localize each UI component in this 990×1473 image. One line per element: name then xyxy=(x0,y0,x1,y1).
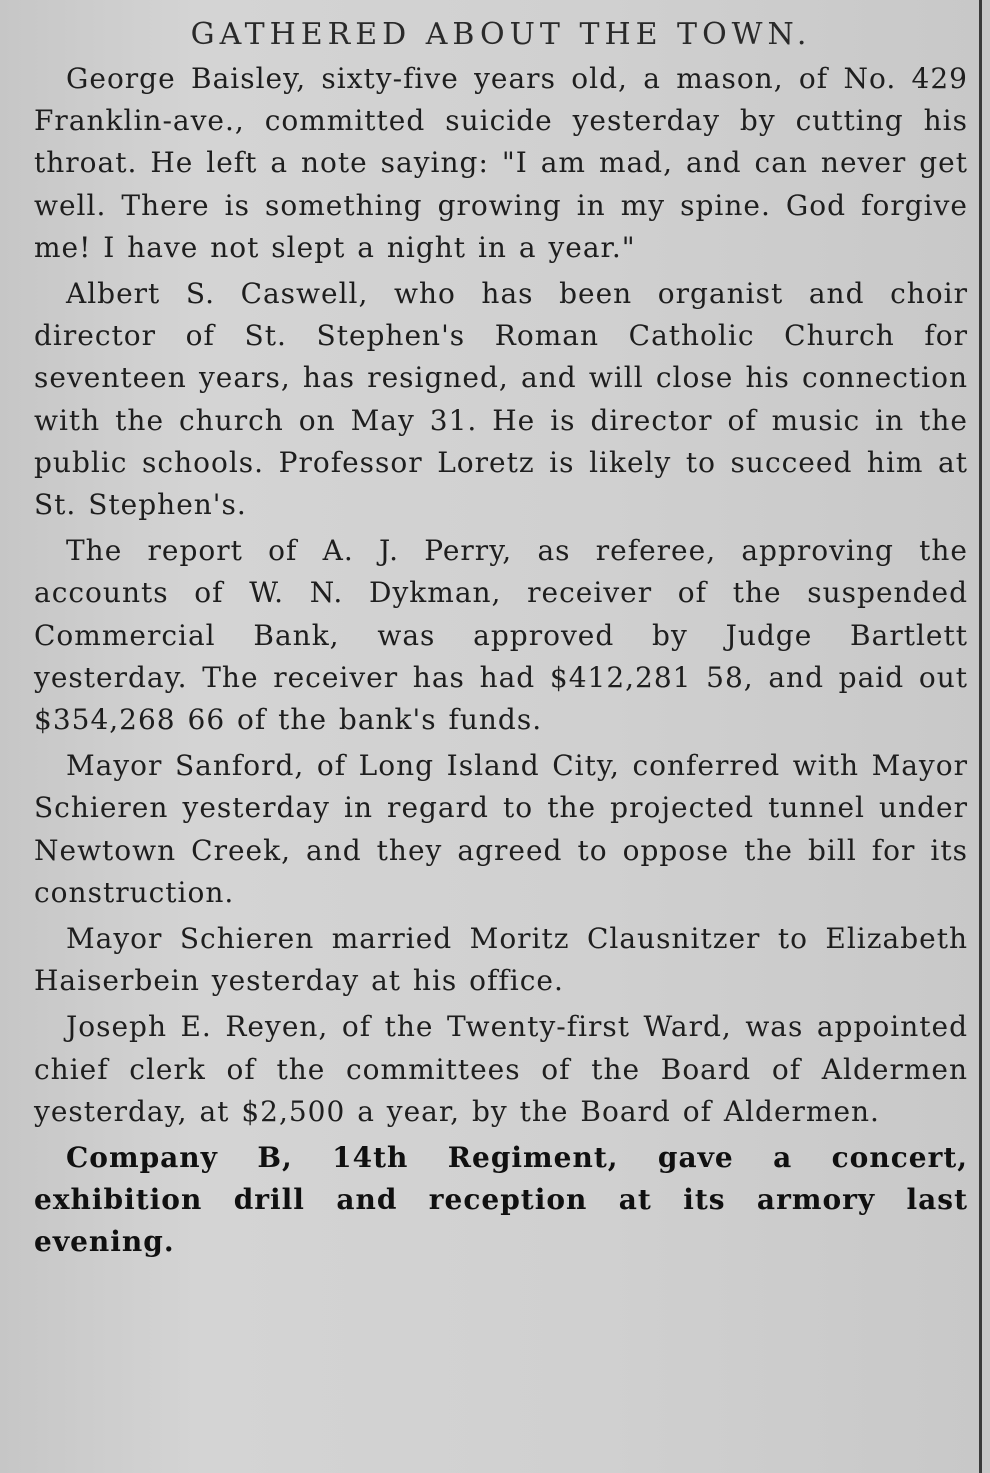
news-item-caswell: Albert S. Caswell, who has been organist and choir director of St. Stephen's Roman Catholic Church for seventeen years, has resigned, and will close his connection with the church on May 31. He is director of music in the public schools. Professor Loretz is likely to succeed him at St. Stephen's. xyxy=(34,277,968,522)
headline: GATHERED ABOUT THE TOWN. xyxy=(190,17,812,52)
news-item-company-b: Company B, 14th Regiment, gave a concert, exhibition drill and reception at its armory last evening. xyxy=(34,1141,968,1259)
news-item-reyen-appointment: Joseph E. Reyen, of the Twenty-first Ward, was appointed chief clerk of the committees of the Board of Aldermen yesterday, at $2,500 a year, by the Board of Aldermen. xyxy=(34,1010,968,1128)
news-item-mayor-sanford: Mayor Sanford, of Long Island City, conferred with Mayor Schieren yesterday in regard to the projected tunnel under Newtown Creek, and they agreed to oppose the bill for its construction. xyxy=(34,749,968,909)
article-column xyxy=(34,12,968,1268)
news-item-perry-report: The report of A. J. Perry, as referee, approving the accounts of W. N. Dykman, receiver of the suspended Commercial Bank, was approved by Judge Bartlett yesterday. The receiver has had $412,281 58, and paid out $354,268 66 of the bank's funds. xyxy=(34,534,968,737)
news-item-baisley: George Baisley, sixty-five years old, a mason, of No. 429 Franklin-ave., committed suicide yesterday by cutting his throat. He left a note saying: "I am mad, and can never get well. There is something growing in my spine. God forgive me! I have not slept a night in a year." xyxy=(34,62,968,264)
news-item-mayor-schieren-wedding: Mayor Schieren married Moritz Clausnitzer to Elizabeth Haiserbein yesterday at his office. xyxy=(34,922,968,998)
column-rule xyxy=(979,0,982,1473)
